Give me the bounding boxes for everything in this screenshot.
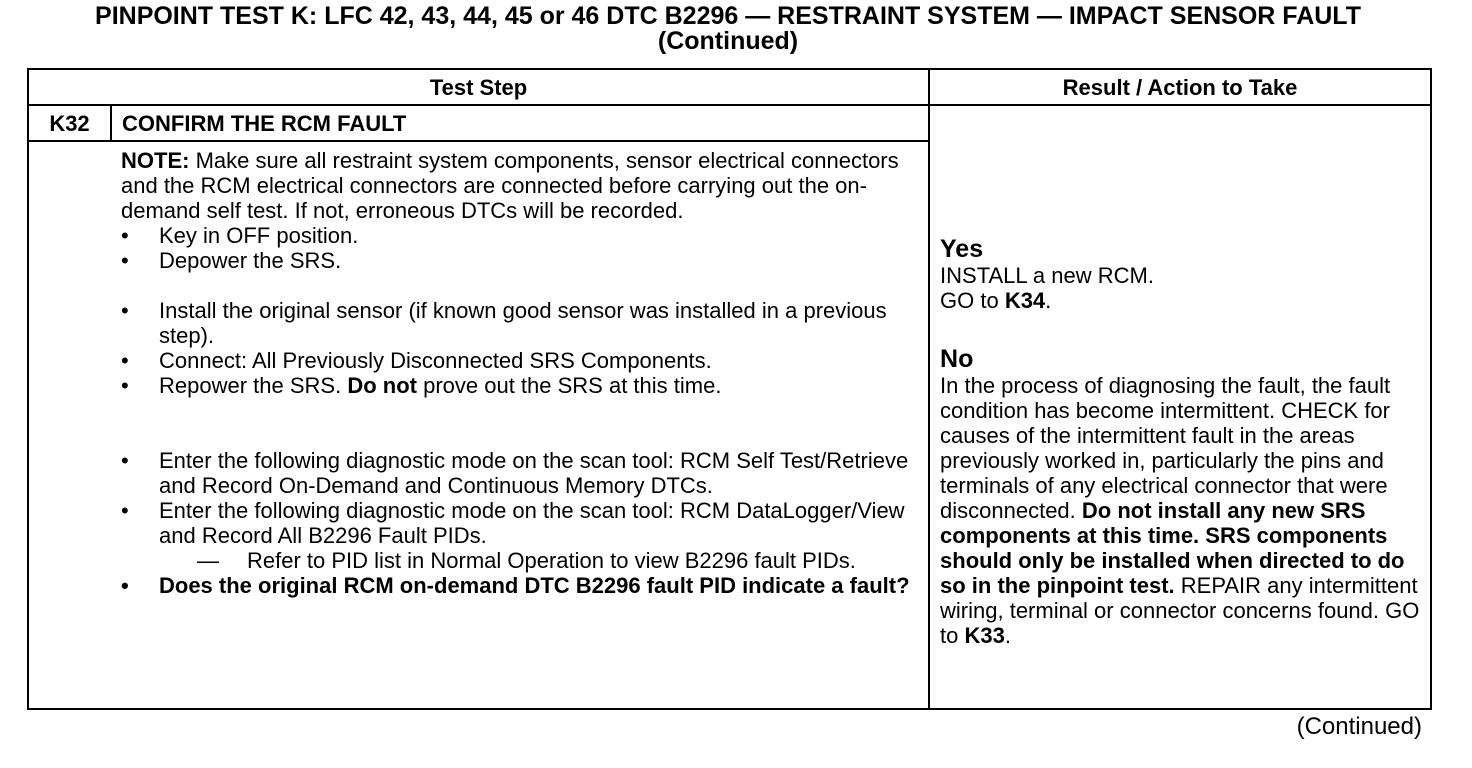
yes-goto (940, 288, 1424, 313)
pid-note-text: Refer to PID list in Normal Operation to view B2296 fault PIDs. (247, 548, 856, 573)
no-text-1: In the process of diagnosing the fault, the fault condition has become intermittent. CHECK for causes of the intermittent fault in the areas previously worked in, particularly the pins and terminals of any electrical connector that were disconnected. (940, 373, 1391, 523)
prove-out-text: prove out the SRS at this time. (416, 373, 722, 398)
datalogger-text: Enter the following diagnostic mode on the scan tool: RCM DataLogger/View and Record All B2296 Fault PIDs. (159, 498, 905, 548)
list-item (121, 498, 916, 573)
sub-list-item (159, 548, 916, 573)
step-id: K32 (28, 105, 111, 141)
yes-goto-ref[interactable]: K34 (1004, 288, 1046, 313)
sub-list (159, 548, 916, 573)
no-action (940, 373, 1424, 648)
no-warning: Do not install any new SRS components at this time. SRS components should only be installed when directed to do so in the pinpoint test. (940, 498, 1405, 598)
do-not-text: Do not (347, 373, 417, 398)
step-id-spacer (28, 141, 111, 709)
yes-goto-prefix: GO to (940, 288, 1005, 313)
no-goto-ref[interactable]: K33 (964, 623, 1005, 648)
continued-label: (Continued) (1296, 713, 1422, 740)
step-title: CONFIRM THE RCM FAULT (111, 105, 929, 141)
note-paragraph (121, 148, 916, 223)
list-item: • Install the original sensor (if known good sensor was installed in a previous step). (121, 298, 916, 348)
note-text: Make sure all restraint system components, sensor electrical connectors and the RCM electrical connectors are connected before carrying out the on-demand self test. If not, erroneous DTCs will be recorded. (121, 148, 899, 223)
list-item: • Enter the following diagnostic mode on the scan tool: RCM Self Test/Retrieve and Record On-Demand and Continuous Memory DTCs. (121, 448, 916, 498)
note-label: NOTE: (121, 148, 190, 173)
repower-text: Repower the SRS. (159, 373, 348, 398)
list-item (121, 373, 916, 398)
no-text-2: REPAIR any intermittent wiring, terminal or connector concerns found. GO to (940, 573, 1420, 648)
dash-glyph: — (197, 548, 219, 573)
yes-label: Yes (940, 235, 984, 263)
yes-action: INSTALL a new RCM. (940, 263, 1154, 288)
list-item: • Depower the SRS. (121, 248, 916, 273)
step-bullets (121, 448, 916, 598)
no-goto-suffix: . (1004, 623, 1011, 648)
test-step-header: Test Step (28, 69, 929, 105)
step-bullets (121, 223, 916, 273)
list-item: • Key in OFF position. (121, 223, 916, 248)
step-body (111, 141, 929, 709)
result-cell (929, 105, 1431, 709)
yes-goto-suffix: . (1045, 288, 1052, 313)
page-title: PINPOINT TEST K: LFC 42, 43, 44, 45 or 46 DTC B2296 — RESTRAINT SYSTEM — IMPACT SENSOR FAULT (Continued) (95, 2, 1361, 55)
no-label: No (940, 345, 974, 373)
list-item: • Connect: All Previously Disconnected SRS Components. (121, 348, 916, 373)
pinpoint-test-table (27, 68, 1432, 710)
step-bullets (121, 298, 916, 398)
result-header: Result / Action to Take (929, 69, 1431, 105)
question-item: • Does the original RCM on-demand DTC B2296 fault PID indicate a fault? (121, 573, 916, 598)
